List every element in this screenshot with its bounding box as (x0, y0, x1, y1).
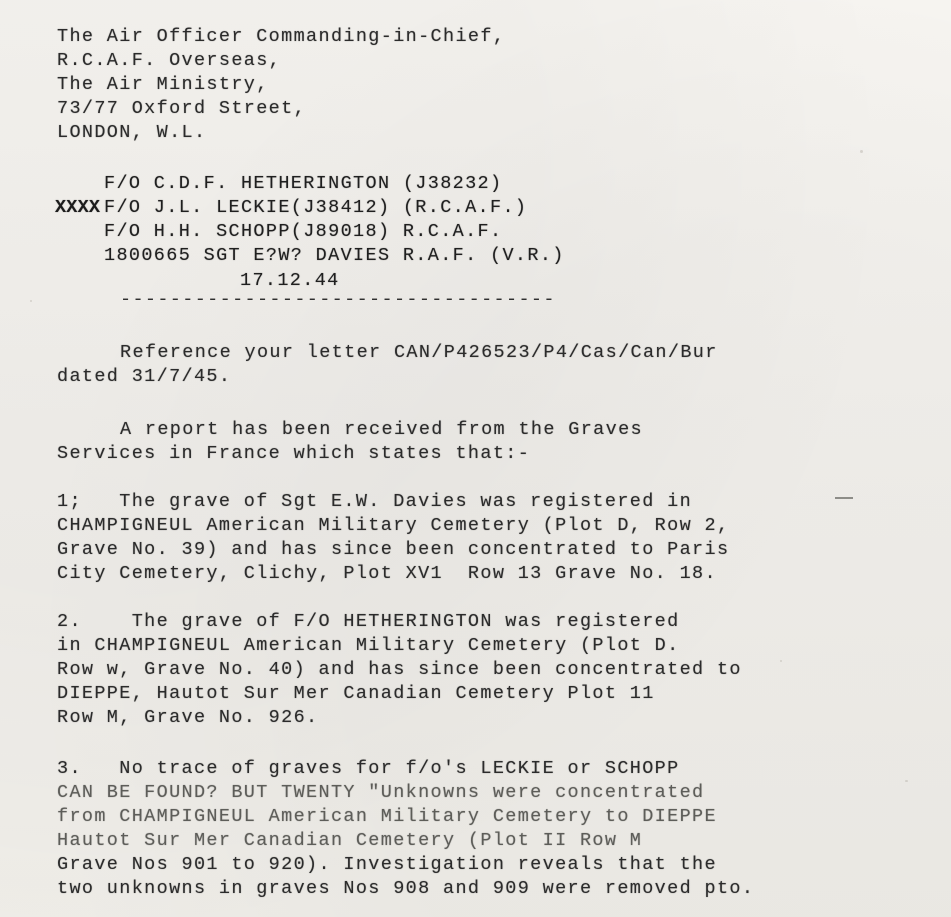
paragraph-2-line-1: 2. The grave of F/O HETHERINGTON was registered (57, 611, 680, 632)
intro-line-1: A report has been received from the Graves (120, 419, 643, 440)
margin-dash-mark (835, 497, 853, 499)
paper-speck (780, 660, 782, 662)
reference-line-2: dated 31/7/45. (57, 366, 232, 387)
paragraph-2-line-3: Row w, Grave No. 40) and has since been concentrated to (57, 659, 742, 680)
paragraph-1-line-1: 1; The grave of Sgt E.W. Davies was registered in (57, 491, 693, 512)
paragraph-3-line-2: CAN BE FOUND? BUT TWENTY "Unknowns were concentrated (57, 782, 705, 803)
paragraph-1-line-3: Grave No. 39) and has since been concentrated to Paris (57, 539, 730, 560)
paper-speck (905, 780, 908, 782)
intro-line-2: Services in France which states that:- (57, 443, 531, 464)
subject-line-4: 1800665 SGT E?W? DAVIES R.A.F. (V.R.) (104, 245, 565, 266)
paragraph-2-line-4: DIEPPE, Hautot Sur Mer Canadian Cemetery Plot 11 (57, 683, 655, 704)
separator-rule: ----------------------------------- (120, 289, 556, 310)
subject-line-3: F/O H.H. SCHOPP(J89018) R.C.A.F. (104, 221, 503, 242)
subject-line-2: F/O J.L. LECKIE(J38412) (R.C.A.F.) (104, 197, 528, 218)
paper-speck (860, 150, 863, 153)
paragraph-1-line-4: City Cemetery, Clichy, Plot XV1 Row 13 Grave No. 18. (57, 563, 717, 584)
paragraph-3-line-6: two unknowns in graves Nos 908 and 909 were removed pto. (57, 878, 755, 899)
paragraph-2-line-2: in CHAMPIGNEUL American Military Cemetery (Plot D. (57, 635, 680, 656)
paper-speck (30, 300, 32, 302)
address-line-3: The Air Ministry, (57, 74, 269, 95)
paragraph-3-line-3: from CHAMPIGNEUL American Military Cemetery to DIEPPE (57, 806, 717, 827)
address-line-5: LONDON, W.L. (57, 122, 207, 143)
subject-line-1: F/O C.D.F. HETHERINGTON (J38232) (104, 173, 503, 194)
address-line-2: R.C.A.F. Overseas, (57, 50, 282, 71)
struck-prefix: XXXX (55, 197, 101, 218)
paragraph-3-line-5: Grave Nos 901 to 920). Investigation reveals that the (57, 854, 717, 875)
paragraph-2-line-5: Row M, Grave No. 926. (57, 707, 319, 728)
paragraph-1-line-2: CHAMPIGNEUL American Military Cemetery (Plot D, Row 2, (57, 515, 730, 536)
reference-line-1: Reference your letter CAN/P426523/P4/Cas/Can/Bur (120, 342, 718, 363)
paragraph-3-line-4: Hautot Sur Mer Canadian Cemetery (Plot II Row M (57, 830, 643, 851)
address-line-1: The Air Officer Commanding-in-Chief, (57, 26, 506, 47)
subject-date: 17.12.44 (240, 270, 340, 291)
address-line-4: 73/77 Oxford Street, (57, 98, 307, 119)
paragraph-3-line-1: 3. No trace of graves for f/o's LECKIE or SCHOPP (57, 758, 680, 779)
